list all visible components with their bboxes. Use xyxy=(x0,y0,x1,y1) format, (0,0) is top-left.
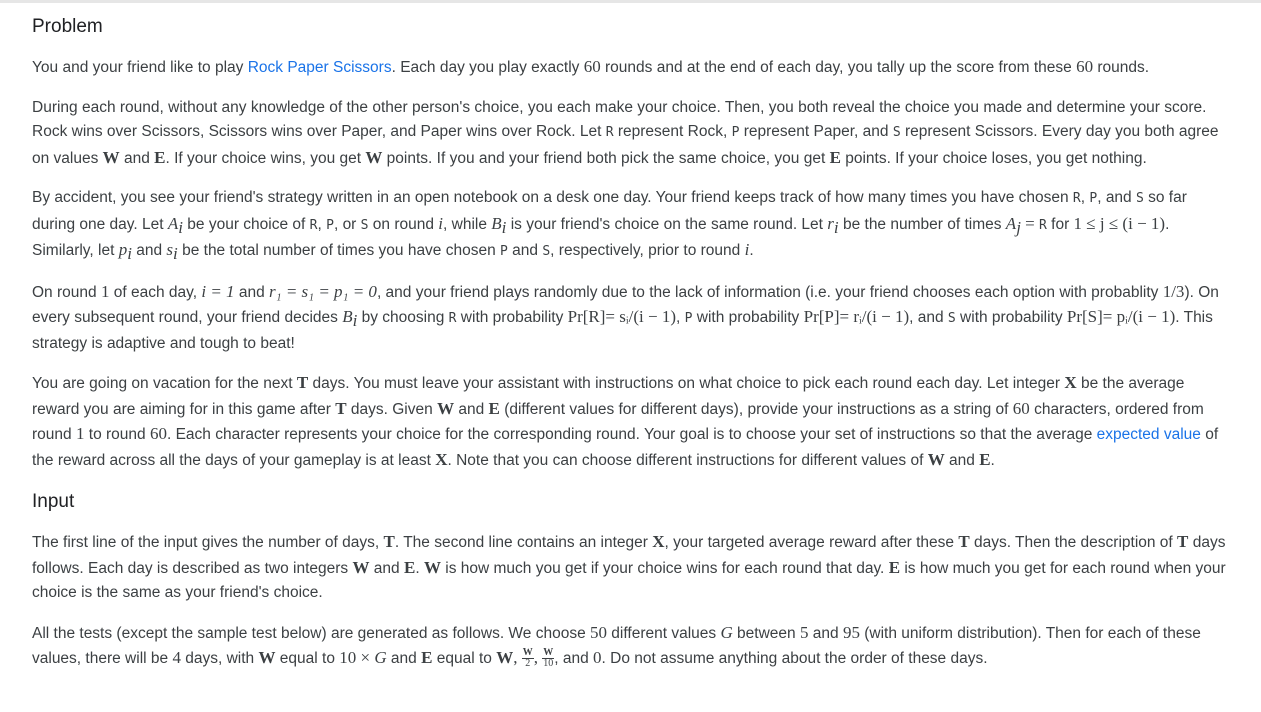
text: for xyxy=(1046,215,1074,233)
math-subscript: i xyxy=(352,311,358,331)
math: Pr[S]= pᵢ/(i − 1) xyxy=(1066,307,1176,326)
math: X xyxy=(1064,373,1077,392)
text: , your targeted average reward after these xyxy=(664,534,959,551)
paragraph-intro xyxy=(32,55,1232,81)
math: X xyxy=(652,532,665,551)
text: different values xyxy=(607,624,721,642)
code: P xyxy=(326,217,334,233)
math: 1/3 xyxy=(1162,281,1185,301)
code: P xyxy=(500,244,508,259)
math: 0 xyxy=(593,648,602,667)
code: R xyxy=(448,311,457,326)
math: 95 xyxy=(842,622,860,642)
math: 4 xyxy=(172,648,181,667)
paragraph-strategy xyxy=(32,186,1232,265)
code: S xyxy=(360,217,369,233)
math: s xyxy=(166,240,174,259)
fraction-denominator: 2 xyxy=(525,658,531,670)
text: be your choice of xyxy=(183,215,310,233)
text: of each day, xyxy=(109,283,202,301)
text: and xyxy=(234,283,270,301)
text: and xyxy=(119,149,155,167)
math: , xyxy=(533,648,543,667)
code: R xyxy=(309,217,318,233)
paragraph-goal xyxy=(32,371,1232,473)
text: and xyxy=(944,451,980,469)
text: and xyxy=(507,242,543,259)
text: by choosing xyxy=(357,309,449,326)
code: R xyxy=(1039,217,1047,233)
code: P xyxy=(684,311,693,326)
math-subscript: i xyxy=(501,217,507,237)
text: . xyxy=(990,451,995,469)
text: days. Given xyxy=(346,400,438,418)
text: On round xyxy=(32,283,101,301)
math: 5 xyxy=(799,622,809,642)
text: days, with xyxy=(180,650,259,667)
text: be the number of times xyxy=(838,215,1006,233)
text: is how much you get for each round when your choice is the same as your friend's choice. xyxy=(32,559,1226,601)
math: T xyxy=(335,398,347,418)
math: T xyxy=(958,532,970,551)
math: E xyxy=(979,449,991,469)
text: , and xyxy=(554,650,594,667)
math: 1 xyxy=(100,281,110,301)
problem-heading: Problem xyxy=(32,16,103,37)
math-subscript: i xyxy=(833,217,839,237)
math: Pr[P]= rᵢ/(i − 1) xyxy=(803,307,910,326)
math: W xyxy=(352,557,370,577)
text: All the tests (except the sample test below) are generated as follows. We choose xyxy=(32,624,590,642)
rock-paper-scissors-link[interactable]: Rock Paper Scissors xyxy=(247,59,392,76)
math: W xyxy=(102,147,120,167)
text: represent Scissors. Every day you both agree on values xyxy=(32,123,1219,167)
math: , xyxy=(513,648,522,667)
code: R xyxy=(1072,191,1081,206)
math: 1 xyxy=(75,424,85,443)
text: with probability xyxy=(692,309,804,326)
text: is how much you get if your choice wins for each round that day. xyxy=(440,559,889,577)
math-subscript: i xyxy=(127,244,132,264)
text: . The second line contains an integer xyxy=(394,534,653,551)
text: on round xyxy=(368,215,439,233)
text: to round xyxy=(84,426,150,443)
text: , and xyxy=(1097,189,1136,206)
text: with probability xyxy=(456,309,568,326)
text: and xyxy=(454,400,489,418)
code: S xyxy=(947,311,956,326)
text: characters, ordered from round xyxy=(32,400,1204,443)
math: A xyxy=(1005,213,1017,233)
top-border xyxy=(0,0,1261,3)
math: T xyxy=(1177,532,1189,551)
fraction-w-over-2 xyxy=(522,648,534,669)
text: rounds and at the end of each day, you tally up the score from these xyxy=(600,59,1077,76)
math: r xyxy=(827,213,834,233)
text: is your friend's choice on the same round. Let xyxy=(506,215,828,233)
fraction-numerator: W xyxy=(543,647,554,659)
text: ). On every subsequent round, your friend decides xyxy=(32,283,1219,326)
math: E xyxy=(829,147,841,167)
text: , and your friend plays randomly due to the lack of information (i.e. your friend chooses each option with probablity xyxy=(376,283,1163,301)
text: You are going on vacation for the next xyxy=(32,375,297,392)
text: represent Rock, xyxy=(613,123,732,140)
paragraph-test-generation xyxy=(32,621,1232,672)
math: = xyxy=(1020,213,1040,233)
math: 50 xyxy=(590,622,607,642)
math: p xyxy=(118,240,128,259)
text: , xyxy=(1080,189,1090,206)
text: . If your choice wins, you get xyxy=(165,149,366,167)
math: 60 xyxy=(1076,57,1094,76)
math: X xyxy=(435,449,448,469)
text: . Note that you can choose different instructions for different values of xyxy=(447,451,928,469)
fraction-w-over-10 xyxy=(542,648,554,669)
text: . xyxy=(749,242,754,259)
text: points. If your choice loses, you get nothing. xyxy=(840,149,1147,167)
text: During each round, without any knowledge of the other person's choice, you each make your choice. Then, you both reveal the choice you made and determine your score. Rock wins over Scissors, Scissors wins over Paper, and Paper wins over Rock. Let xyxy=(32,98,1207,140)
math: E xyxy=(888,557,901,577)
math: 60 xyxy=(149,424,167,443)
text: (different values for different days), provide your instructions as a string of xyxy=(499,400,1013,418)
math: W xyxy=(258,648,276,667)
math: 1 ≤ j ≤ (i − 1) xyxy=(1073,213,1166,233)
code: S xyxy=(542,244,551,259)
paragraph-rules xyxy=(32,96,1232,172)
text: and xyxy=(808,624,843,642)
math: i xyxy=(744,240,750,259)
math-subscript: i xyxy=(173,244,178,264)
math: i = 1 xyxy=(201,281,235,301)
text: and xyxy=(131,242,167,259)
math: T xyxy=(296,373,309,392)
math: B xyxy=(491,213,502,233)
text: , or xyxy=(333,215,361,233)
text: equal to xyxy=(432,650,497,667)
text: represent Paper, and xyxy=(739,123,893,140)
text: so far during one day. Let xyxy=(32,189,1187,233)
text: between xyxy=(732,624,800,642)
text: , and xyxy=(909,309,948,326)
code: S xyxy=(1135,191,1144,206)
text: rounds. xyxy=(1093,59,1150,76)
input-heading: Input xyxy=(32,491,75,512)
text: days follows. Each day is described as two integers xyxy=(32,534,1226,577)
math: B xyxy=(342,307,353,326)
math: 60 xyxy=(583,57,601,76)
math: Pr[R]= sᵢ/(i − 1) xyxy=(567,307,677,326)
math: W xyxy=(365,147,383,167)
text: be the average reward you are aiming for in this game after xyxy=(32,375,1185,418)
math: T xyxy=(383,532,395,551)
text: days. Then the description of xyxy=(969,534,1178,551)
math-subscript: j xyxy=(1016,217,1021,237)
math: E xyxy=(421,648,433,667)
math-subscript: i xyxy=(178,217,183,237)
text: . Do not assume anything about the order of these days. xyxy=(601,650,988,667)
math: E xyxy=(403,557,416,577)
text: You and your friend like to play xyxy=(32,59,248,76)
text: equal to xyxy=(275,650,340,667)
text: , xyxy=(317,215,327,233)
math: 60 xyxy=(1012,398,1030,418)
text: (with uniform distribution). Then for each of these values, there will be xyxy=(32,624,1201,667)
text: . Similarly, let xyxy=(32,215,1170,259)
math: E xyxy=(488,398,500,418)
code: R xyxy=(605,125,614,140)
math: G xyxy=(720,622,733,642)
paragraph-probabilities xyxy=(32,280,1232,357)
math: G xyxy=(374,648,387,667)
text: with probability xyxy=(955,309,1067,326)
math: A xyxy=(167,213,179,233)
text: and xyxy=(369,559,404,577)
text: , respectively, prior to round xyxy=(550,242,745,259)
text: . Each day you play exactly xyxy=(391,59,584,76)
paragraph-input-format xyxy=(32,530,1232,606)
code: P xyxy=(1089,191,1098,206)
text: . xyxy=(415,559,424,577)
text: days. You must leave your assistant with instructions on what choice to pick each round each day. Let integer xyxy=(308,375,1065,392)
text: points. If you and your friend both pick the same choice, you get xyxy=(382,149,830,167)
math: E xyxy=(154,147,166,167)
math: W xyxy=(437,398,455,418)
text: be the total number of times you have chosen xyxy=(177,242,501,259)
math: 10 × xyxy=(339,648,375,667)
text: and xyxy=(386,650,422,667)
text: By accident, you see your friend's strategy written in an open notebook on a desk one day. Your friend keeps track of how many times you have chosen xyxy=(32,189,1073,206)
math: W xyxy=(423,557,441,577)
problem-statement xyxy=(0,14,1232,672)
code: S xyxy=(892,125,901,140)
text: of the reward across all the days of your gameplay is at least xyxy=(32,426,1219,469)
text: , xyxy=(676,309,685,326)
math: W xyxy=(496,648,514,667)
expected-value-link[interactable]: expected value xyxy=(1096,426,1201,443)
fraction-numerator: W xyxy=(522,647,533,659)
math: W xyxy=(927,449,945,469)
text: . This strategy is adaptive and tough to beat! xyxy=(32,309,1213,352)
math: r₁ = s₁ = p₁ = 0 xyxy=(269,281,377,301)
text: . Each character represents your choice for the corresponding round. Your goal is to choose your set of instructions so that the average xyxy=(166,426,1097,443)
fraction-denominator: 10 xyxy=(543,658,554,670)
text: , while xyxy=(443,215,492,233)
code: P xyxy=(731,125,740,140)
math: i xyxy=(438,213,444,233)
text: The first line of the input gives the number of days, xyxy=(32,534,384,551)
